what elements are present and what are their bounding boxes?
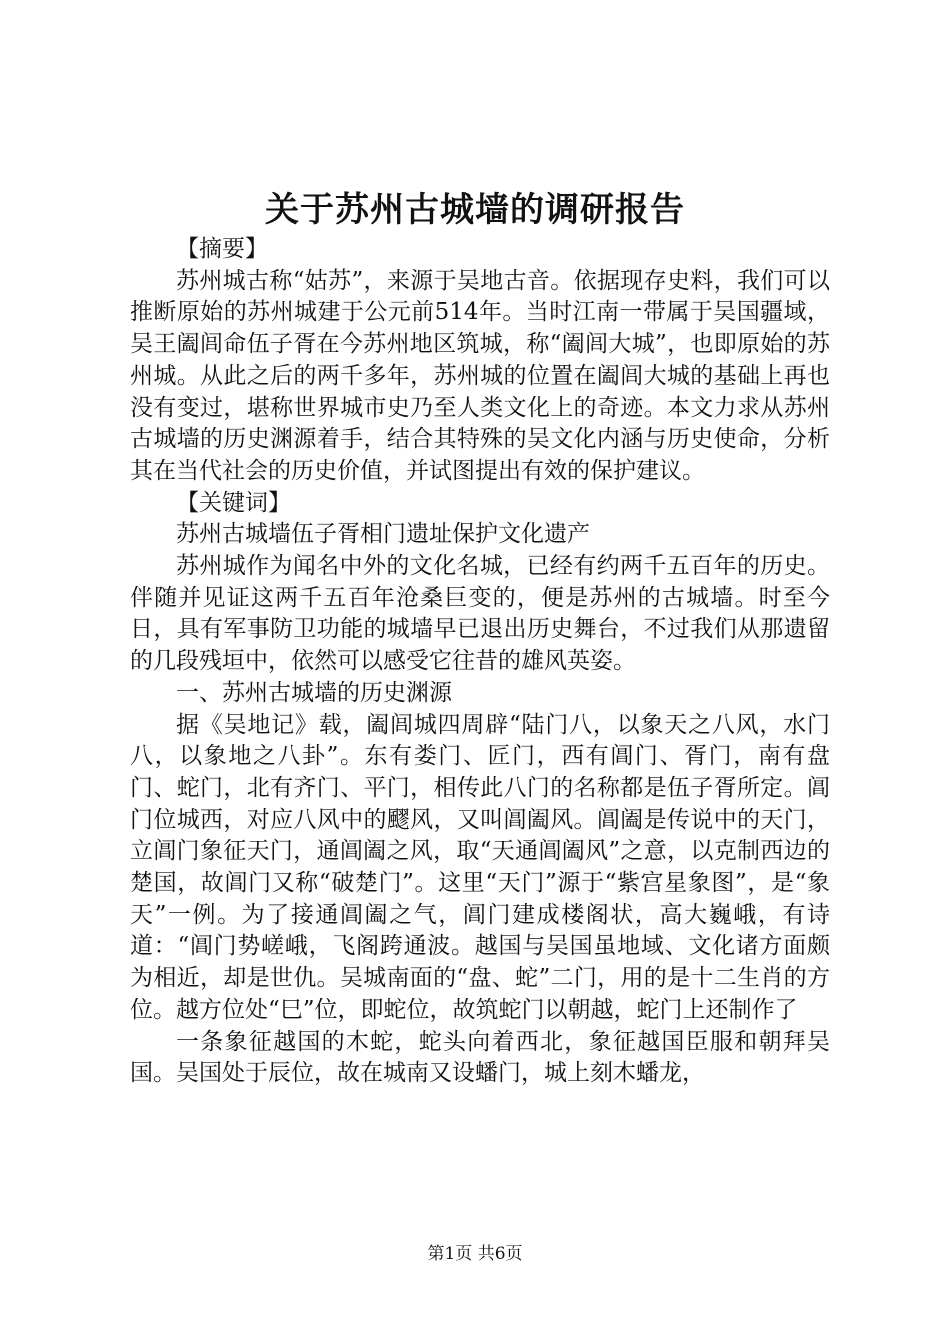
document-title: 关于苏州古城墙的调研报告 [265,190,685,230]
keywords-heading: 【关键词】 [176,489,291,516]
keywords-paragraph: 苏州古城墙伍子胥相门遗址保护文化遗产 [176,521,590,548]
continued-paragraph: 一条象征越国的木蛇，蛇头向着西北，象征越国臣服和朝拜吴国。吴国处于辰位，故在城南又设蟠门，城上刻木蟠龙， [130,1028,830,1087]
document-body [130,234,830,1090]
page-footer: 第1页 共6页 [427,1244,523,1264]
abstract-paragraph: 苏州城古称“姑苏”，来源于吴地古音。依据现存史料，我们可以推断原始的苏州城建于公元前514年。当时江南一带属于吴国疆域，吴王阖闾命伍子胥在今苏州地区筑城，称“阖闾大城”，也即原始的苏州城。从此之后的两千多年，苏州城的位置在阖闾大城的基础上再也没有变过，堪称世界城市史乃至人类文化上的奇迹。本文力求从苏州古城墙的历史渊源着手，结合其特殊的吴文化内涵与历史使命，分析其在当代社会的历史价值，并试图提出有效的保护建议。 [130,267,830,484]
intro-paragraph: 苏州城作为闻名中外的文化名城，已经有约两千五百年的历史。伴随并见证这两千五百年沧桑巨变的，便是苏州的古城墙。时至今日，具有军事防卫功能的城墙早已退出历史舞台，不过我们从那遗留的几段残垣中，依然可以感受它往昔的雄风英姿。 [130,553,830,675]
section-heading: 一、苏州古城墙的历史渊源 [176,679,452,706]
history-paragraph: 据《吴地记》载，阖闾城四周辟“陆门八，以象天之八风，水门八，以象地之八卦”。东有娄门、匠门，西有阊门、胥门，南有盘门、蛇门，北有齐门、平门，相传此八门的名称都是伍子胥所定。阊门位城西，对应八风中的飂风，又叫阊阖风。阊阖是传说中的天门，立阊门象征天门，通阊阖之风，取“天通阊阖风”之意，以克制西边的楚国，故阊门又称“破楚门”。这里“天门”源于“紫宫星象图”，是“象天”一例。为了接通阊阖之气，阊门建成楼阁状，高大巍峨，有诗道：“阊门势嵯峨，飞阁跨通波。越国与吴国虽地域、文化诸方面颇为相近，却是世仇。吴城南面的“盘、蛇”二门，用的是十二生肖的方位。越方位处“巳”位，即蛇位，故筑蛇门以朝越，蛇门上还制作了 [130,711,830,1023]
abstract-heading: 【摘要】 [176,236,268,262]
